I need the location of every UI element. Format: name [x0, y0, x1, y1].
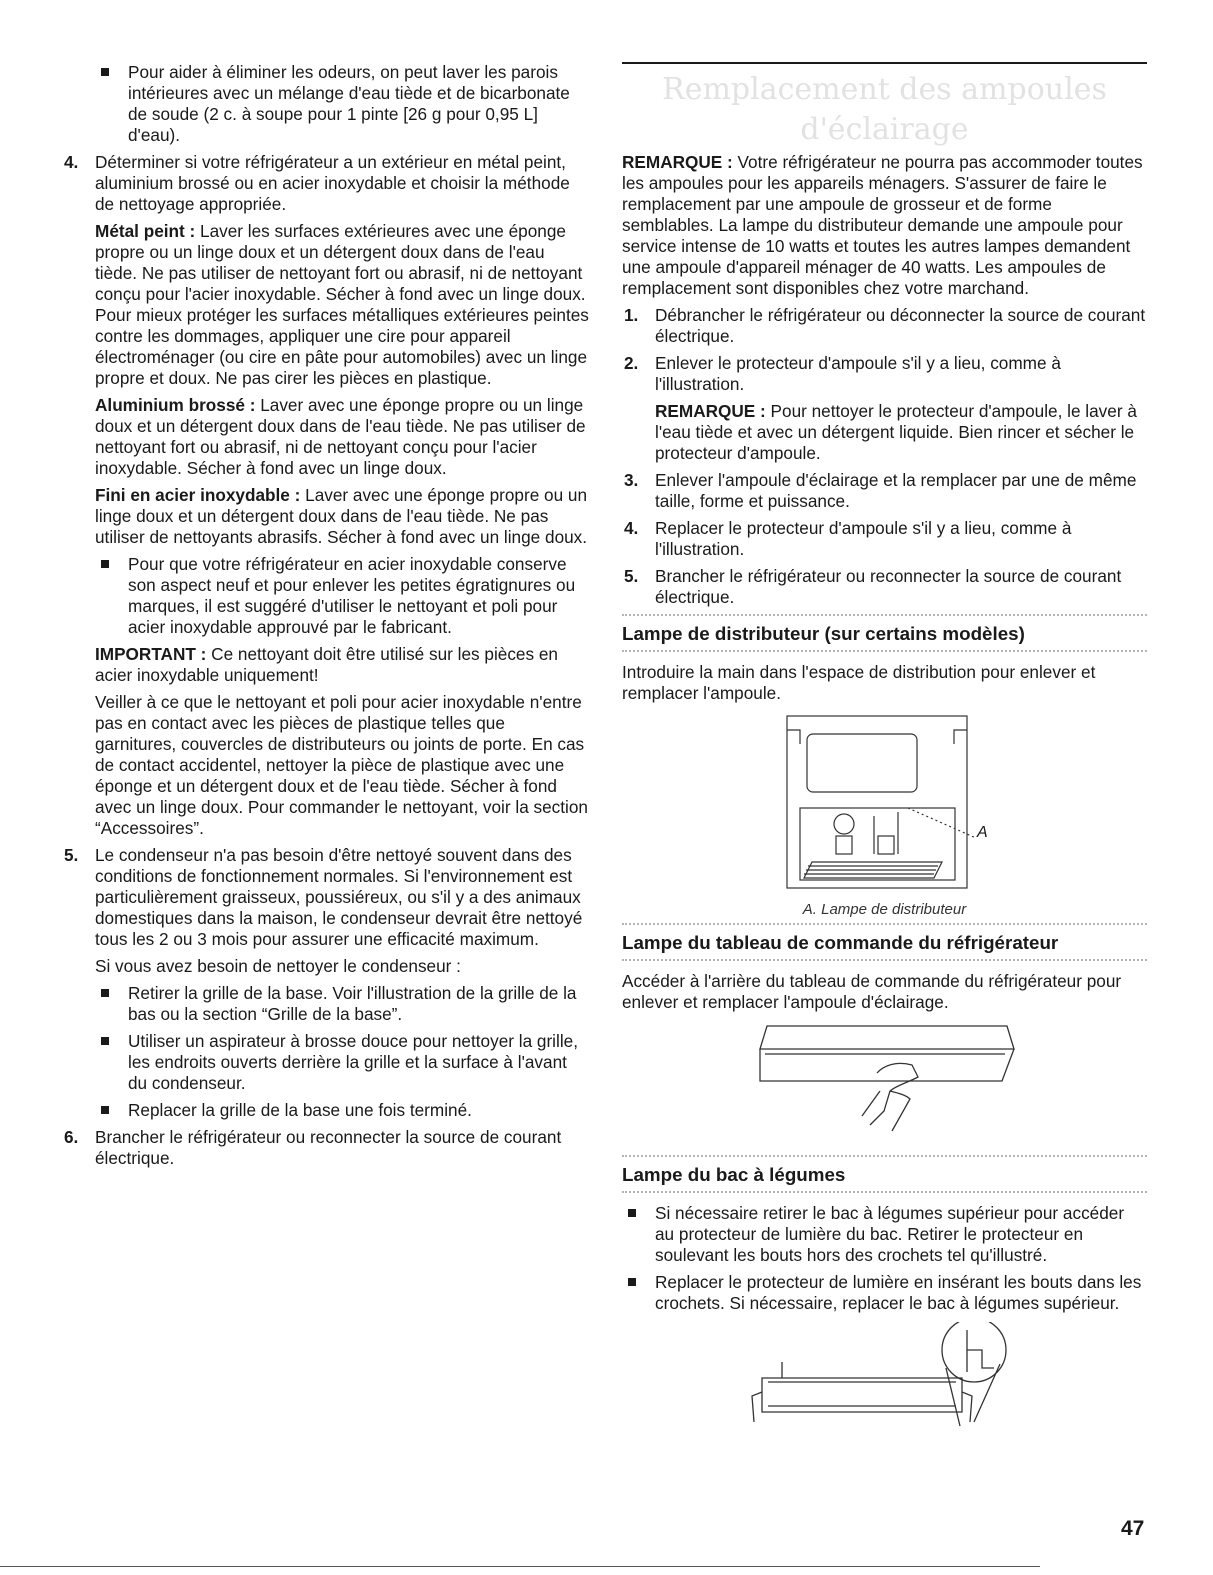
crisper-drawing	[622, 1322, 1147, 1432]
figure-caption: A. Lampe de distributeur	[802, 901, 967, 918]
step-text: Replacer le protecteur d'ampoule s'il y a lieu, comme à l'illustration.	[655, 518, 1072, 559]
step-6	[62, 1127, 590, 1169]
top-rule	[622, 62, 1147, 64]
distributor-text: Introduire la main dans l'espace de distribution pour enlever et remplacer l'ampoule.	[622, 662, 1096, 703]
important-paragraph	[95, 644, 590, 686]
alu-label: Aluminium brossé :	[95, 395, 256, 415]
remarque-text: Votre réfrigérateur ne pourra pas accommoder toutes les ampoules pour les appareils ménagers. S'assurer de faire le remplacement par une ampoule de grosseur et de forme semblables. La lampe du distributeur demande une ampoule pour service intense de 10 watts et toutes les autres lampes demandent une ampoule d'appareil ménager de 40 watts. Les ampoules de remplacement sont disponibles chez votre marchand.	[622, 152, 1143, 298]
step-4	[62, 152, 590, 839]
list-item	[95, 983, 590, 1025]
divider	[622, 959, 1147, 961]
right-column	[622, 62, 1147, 1438]
divider	[622, 1191, 1147, 1193]
step-number: 2.	[624, 353, 639, 373]
inox-label: Fini en acier inoxydable :	[95, 485, 301, 505]
veiller-paragraph: Veiller à ce que le nettoyant et poli pour acier inoxydable n'entre pas en contact avec les pièces de plastique telles que garnitures, couvercles de distributeurs ou joints de porte. En cas de contact accidentel, nettoyer la pièce de plastique avec une éponge et un détergent doux et de l'eau tiède. Sécher à fond avec un linge doux. Pour commander le nettoyant, voir la section “Accessoires”.	[95, 692, 588, 838]
divider	[622, 614, 1147, 616]
figure-label: A	[977, 824, 988, 841]
list-item	[95, 62, 590, 146]
bullet-text: Retirer la grille de la base. Voir l'illustration de la grille de la bas ou la section “Grille de la base”.	[128, 983, 577, 1024]
step-number: 5.	[624, 566, 639, 586]
step-text: Le condenseur n'a pas besoin d'être nettoyé souvent dans des conditions de fonctionnement normales. Si l'environnement est particulièrement graisseux, poussiéreux, ou s'il y a des animaux domestiques dans la maison, le condenseur devrait être nettoyé tous les 2 ou 3 mois pour assurer une efficacité maximum.	[95, 845, 583, 949]
remarque2-paragraph	[655, 401, 1147, 464]
remarque-paragraph	[622, 152, 1147, 299]
metal-paragraph	[95, 221, 590, 389]
section-title-crisper: Lampe du bac à légumes	[622, 1164, 846, 1185]
crisper-illustration	[622, 1322, 1147, 1432]
step-4	[622, 518, 1147, 560]
inox-paragraph	[95, 485, 590, 548]
section-title-distributor: Lampe de distributeur (sur certains modèles)	[622, 623, 1025, 644]
step-3	[622, 470, 1147, 512]
step-subtext: Si vous avez besoin de nettoyer le condenseur :	[95, 956, 461, 976]
bullet-text: Replacer le protecteur de lumière en insérant les bouts dans les crochets. Si nécessaire, replacer le bac à légumes supérieur.	[655, 1272, 1142, 1313]
divider	[622, 923, 1147, 925]
step-5	[622, 566, 1147, 608]
step-number: 6.	[64, 1127, 79, 1147]
remarque-label: REMARQUE :	[622, 152, 733, 172]
step-number: 3.	[624, 470, 639, 490]
divider	[622, 650, 1147, 652]
list-item	[622, 1272, 1147, 1314]
bullet-text: Si nécessaire retirer le bac à légumes supérieur pour accéder au protecteur de lumière du bac. Retirer le protecteur en soulevant les bouts hors des crochets tel qu'illustré.	[655, 1203, 1125, 1265]
distributor-drawing	[622, 712, 1147, 892]
remarque2-label: REMARQUE :	[655, 401, 766, 421]
step-text: Enlever l'ampoule d'éclairage et la remplacer par une de même taille, forme et puissance.	[655, 470, 1137, 511]
page-number: 47	[1121, 1517, 1145, 1540]
step-number: 5.	[64, 845, 79, 865]
control-panel-drawing	[622, 1021, 1147, 1149]
remarque2-text: Pour nettoyer le protecteur d'ampoule, le laver à l'eau tiède et avec un détergent liquide. Bien rincer et sécher le protecteur d'ampoule.	[655, 401, 1137, 463]
step-text: Enlever le protecteur d'ampoule s'il y a lieu, comme à l'illustration.	[655, 353, 1061, 394]
left-column	[64, 62, 590, 1175]
list-item	[622, 1203, 1147, 1266]
step-5	[62, 845, 590, 1121]
metal-text: Laver les surfaces extérieures avec une éponge propre ou un linge doux et un détergent doux dans de l'eau tiède. Ne pas utiliser de nettoyant fort ou abrasif, ni de nettoyant conçu pour l'acier inoxydable. Sécher à fond avec un linge doux. Pour mieux protéger les surfaces métalliques extérieures peintes contre les dommages, appliquer une cire pour appareil électroménager (ou cire en pâte pour automobiles) avec un linge propre et doux. Ne pas cirer les pièces en plastique.	[95, 221, 589, 388]
step-2	[622, 353, 1147, 464]
bottom-rule	[0, 1566, 1040, 1567]
bullet-text: Utiliser un aspirateur à brosse douce pour nettoyer la grille, les endroits ouverts derrière la grille et la surface à l'avant du condenseur.	[128, 1031, 578, 1093]
section-heading: Remplacement des ampoules d'éclairage	[662, 72, 1107, 147]
important-label: IMPORTANT :	[95, 644, 207, 664]
important-text: Ce nettoyant doit être utilisé sur les pièces en acier inoxydable uniquement!	[95, 644, 558, 685]
bullet-text: Pour que votre réfrigérateur en acier inoxydable conserve son aspect neuf et pour enlever les petites égratignures ou marques, il est suggéré d'utiliser le nettoyant et poli pour acier inoxydable approuvé par le fabricant.	[128, 554, 576, 637]
step-number: 4.	[624, 518, 639, 538]
bullet-text: Replacer la grille de la base une fois terminé.	[128, 1100, 472, 1120]
step-number: 1.	[624, 305, 639, 325]
alu-paragraph	[95, 395, 590, 479]
section-title-control-panel: Lampe du tableau de commande du réfrigérateur	[622, 932, 1059, 953]
divider	[622, 1155, 1147, 1157]
step-1	[622, 305, 1147, 347]
step-number: 4.	[64, 152, 79, 172]
metal-label: Métal peint :	[95, 221, 196, 241]
list-item	[95, 554, 590, 638]
step-text: Brancher le réfrigérateur ou reconnecter la source de courant électrique.	[95, 1127, 562, 1168]
step-text: Déterminer si votre réfrigérateur a un extérieur en métal peint, aluminium brossé ou en acier inoxydable et choisir la méthode de nettoyage appropriée.	[95, 152, 570, 214]
list-item	[95, 1100, 590, 1121]
bullet-text: Pour aider à éliminer les odeurs, on peut laver les parois intérieures avec un mélange d'eau tiède et de bicarbonate de soude (2 c. à soupe pour 1 pinte [26 g pour 0,95 L] d'eau).	[128, 62, 570, 145]
inox-text: Laver avec une éponge propre ou un linge doux et un détergent doux dans de l'eau tiède. Ne pas utiliser de nettoyants abrasifs. Sécher à fond avec un linge doux.	[95, 485, 588, 547]
distributor-illustration	[622, 712, 1147, 917]
step-text: Brancher le réfrigérateur ou reconnecter la source de courant électrique.	[655, 566, 1122, 607]
step-text: Débrancher le réfrigérateur ou déconnecter la source de courant électrique.	[655, 305, 1146, 346]
list-item	[95, 1031, 590, 1094]
alu-text: Laver avec une éponge propre ou un linge doux et un détergent doux dans de l'eau tiède. Ne pas utiliser de nettoyant fort ou abrasif, ni de nettoyant conçu pour l'acier inoxydable. Sécher à fond avec un linge doux.	[95, 395, 586, 478]
control-panel-text: Accéder à l'arrière du tableau de commande du réfrigérateur pour enlever et remplacer l'ampoule d'éclairage.	[622, 971, 1122, 1012]
control-panel-illustration	[622, 1021, 1147, 1149]
